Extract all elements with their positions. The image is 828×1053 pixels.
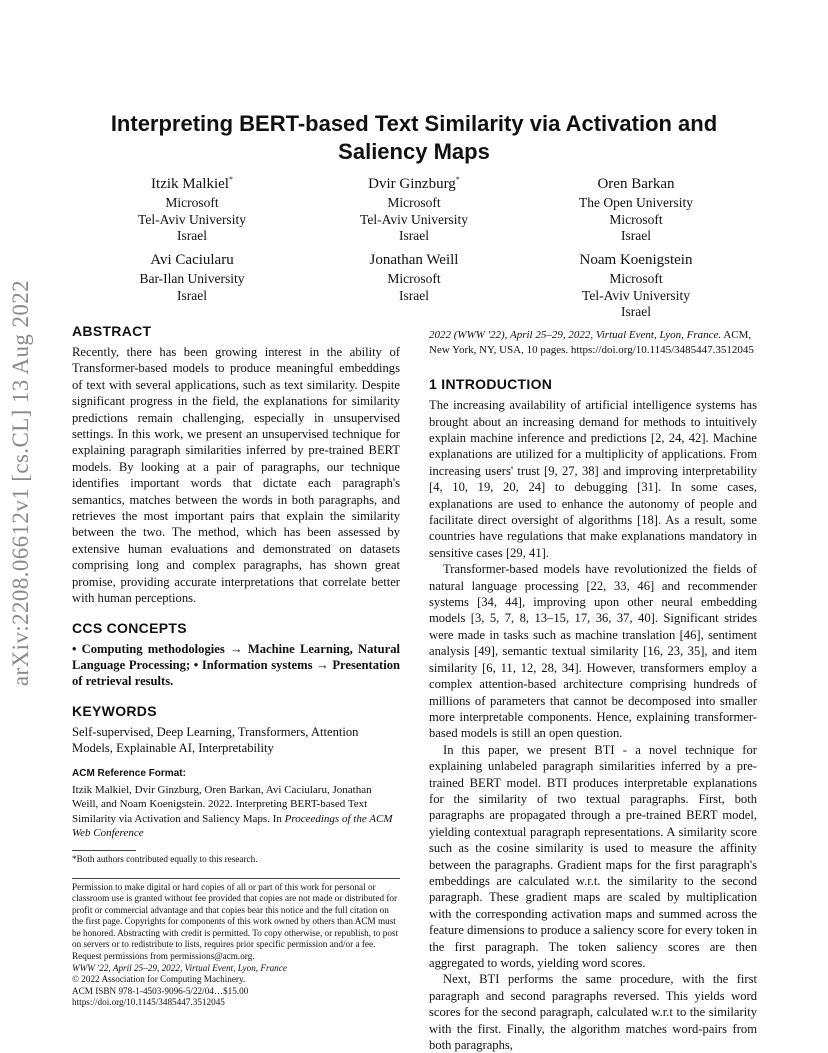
- equal-contribution-footnote: *Both authors contributed equally to this research.: [72, 853, 258, 864]
- keywords-heading: KEYWORDS: [72, 702, 157, 719]
- author-affiliation: Tel-Aviv University: [138, 211, 246, 227]
- intro-paragraph-1: The increasing availability of artificial intelligence systems has brought about an increasing demand for methods to intuitively explain machine inference and predictions [2, 24, 42]. Machine explanations are utilized for a multiplicity of applications. From increasing users' trust [9, 27, 38] and improving interpretability [4, 10, 19, 20, 24] to debugging [31]. In some cases, explanations are used to enhance the autonomy of people and facilitate direct oversight of algorithms [18]. As a result, some countries have regulations that make explanations mandatory in sensitive cases [29, 41].: [429, 398, 757, 560]
- author-name: Noam Koenigstein: [579, 252, 693, 268]
- author-affiliation: Microsoft: [387, 195, 441, 210]
- intro-paragraph-4: Next, BTI performs the same procedure, with the first paragraph and second paragraphs reversed. This yields word scores for the second paragraph, calculated w.r.t to the similarity with the first. Finally, the algorithm matches word-pairs from both paragraphs,: [429, 972, 757, 1053]
- author-affiliation: Israel: [621, 228, 651, 243]
- author-name: Itzik Malkiel: [151, 176, 229, 192]
- author-block: [92, 250, 292, 304]
- title-line-1: Interpreting BERT-based Text Similarity via Activation and: [110, 111, 718, 136]
- author-affiliation: Israel: [177, 228, 207, 243]
- acm-reference-text: Itzik Malkiel, Dvir Ginzburg, Oren Barkan, Avi Caciularu, Jonathan Weill, and Noam Koenigstein. 2022. Interpreting BERT-based Text Similarity via Activation and Saliency Maps. In Proceedings of the ACM Web Conference: [72, 783, 393, 840]
- author-name: Dvir Ginzburg: [368, 176, 456, 192]
- introduction-heading: 1 INTRODUCTION: [429, 376, 553, 393]
- permission-notice: Permission to make digital or hard copies of all or part of this work for personal or classroom use is granted without fee provided that copies are not made or distributed for profit or commercial advantage and that copies bear this notice and the full citation on the first page. Copyrights for components of this work owned by others than ACM must be honored. Abstracting with credit is permitted. To copy otherwise, or republish, to post on servers or to redistribute to lists, requires prior specific permission and/or a fee. Request permissions from permissions@acm.org.: [72, 881, 399, 962]
- intro-paragraph-2: Transformer-based models have revolutionized the fields of natural language processing [22, 33, 46] and recommender systems [34, 44], improving upon other neural embedding models [3, 5, 7, 8, 13–15, 17, 36, 37, 40]. Significant strides were made in tasks such as machine translation [46], sentiment analysis [49], semantic textual similarity [16, 23, 35], and item similarity [6, 11, 12, 28, 34]. However, transformers employ a complex attention-based architecture comprising hundreds of millions of parameters that cannot be decomposed into smaller more interpretable components. Hence, explaining transformer-based models is still an open question.: [429, 562, 757, 741]
- conference-line: WWW '22, April 25–29, 2022, Virtual Event, Lyon, France: [72, 962, 287, 973]
- intro-paragraph-3: In this paper, we present BTI - a novel technique for explaining unlabeled paragraph similarities inferred by a pre-trained BERT model. BTI produces interpretable explanations for the similarity of two textual paragraphs. First, both paragraphs are propagated through a pre-trained BERT model, yielding contextual paragraph representations. A similarity score such as the cosine similarity is used to measure the affinity between the paragraphs. Gradient maps for the first paragraph's embeddings are calculated w.r.t. the similarity to the second paragraph. These gradient maps are scaled by multiplication with the corresponding activation maps and summed across the feature dimensions to produce a saliency score for every token in the first paragraph. The token saliency scores are then aggregated to words, yielding word scores.: [429, 742, 758, 970]
- arxiv-identifier-stamp: arXiv:2208.06612v1 [cs.CL] 13 Aug 2022: [8, 279, 33, 687]
- author-affiliation: Tel-Aviv University: [582, 287, 690, 303]
- author-block: [314, 174, 514, 245]
- isbn-line: ACM ISBN 978-1-4503-9096-5/22/04…$15.00: [72, 985, 249, 996]
- author-block: [92, 174, 292, 245]
- author-affiliation: Microsoft: [165, 195, 219, 210]
- ccs-concepts-text: • Computing methodologies → Machine Learning, Natural Language Processing; • Information systems → Presentation of retrieval results.: [72, 641, 400, 689]
- author-name: Avi Caciularu: [150, 252, 234, 268]
- copyright-line: © 2022 Association for Computing Machinery.: [72, 974, 246, 985]
- footnote-rule: [72, 850, 136, 851]
- doi-line: https://doi.org/10.1145/3485447.3512045: [72, 997, 225, 1008]
- acm-reference-continued: 2022 (WWW '22), April 25–29, 2022, Virtual Event, Lyon, France. ACM, New York, NY, USA, 10 pages. https://doi.org/10.1145/3485447.3512045: [429, 329, 754, 356]
- author-block: [536, 250, 736, 321]
- abstract-text: Recently, there has been growing interest in the ability of Transformer-based models to produce meaningful embeddings of text with several applications, such as text similarity. Despite significant progress in the field, the explanations for similarity predictions remain challenging, especially in unsupervised settings. In this work, we present an unsupervised technique for explaining paragraph similarities inferred by pre-trained BERT models. By looking at a pair of paragraphs, our technique identifies important words that dictate each paragraph's semantics, matches between the words in both paragraphs, and retrieves the most important pairs that explain the similarity between the two. The method, which has been assessed by extensive human evaluations and demonstrated on datasets comprising long and complex paragraphs, has shown great promise, providing accurate interpretations that correlate better with human perceptions.: [72, 345, 400, 606]
- right-column: [429, 328, 757, 1053]
- author-affiliation: The Open University: [579, 195, 693, 210]
- acm-reference-heading: ACM Reference Format:: [72, 767, 186, 779]
- author-block: [536, 174, 736, 245]
- keywords-text: Self-supervised, Deep Learning, Transformers, Attention Models, Explainable AI, Interpretability: [72, 724, 359, 756]
- author-affiliation: Microsoft: [609, 211, 663, 227]
- author-affiliation: Microsoft: [387, 271, 441, 286]
- author-name: Oren Barkan: [597, 176, 675, 192]
- equal-contribution-mark: *: [228, 175, 233, 184]
- author-block: [314, 250, 514, 304]
- author-affiliation: Microsoft: [609, 271, 663, 286]
- author-name: Jonathan Weill: [369, 252, 459, 268]
- author-affiliation: Israel: [399, 287, 429, 303]
- ccs-heading: CCS CONCEPTS: [72, 619, 187, 636]
- author-affiliation: Tel-Aviv University: [360, 211, 468, 227]
- title-line-2: Saliency Maps: [338, 139, 490, 164]
- author-affiliation: Israel: [399, 228, 429, 243]
- author-affiliation: Bar-Ilan University: [139, 271, 245, 286]
- author-affiliation: Israel: [621, 304, 651, 319]
- left-column: [72, 322, 400, 1009]
- equal-contribution-mark: *: [455, 175, 460, 184]
- abstract-heading: ABSTRACT: [72, 323, 152, 339]
- acm-reference-venue: Proceedings of the ACM Web Conference: [72, 812, 393, 840]
- permission-block-rule: [72, 878, 400, 879]
- author-affiliation: Israel: [177, 287, 207, 303]
- paper-title: [80, 110, 748, 166]
